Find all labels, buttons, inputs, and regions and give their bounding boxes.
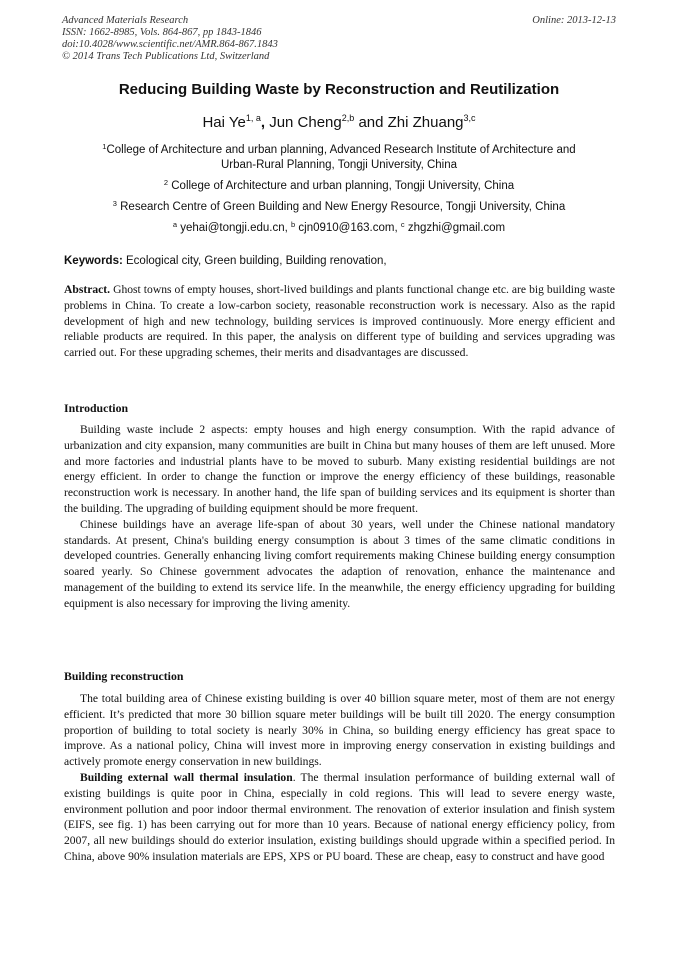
paragraph-text: . The thermal insulation performance of building external wall of existing buildings is quite poor in China, especially in cold regions. This will lead to severe energy waste, environment pollution and poor indoor thermal environment. The renovation of exterior insulation and finish system (EIFS, see fig. 1) has been carrying out for more than 10 years. Because of national energy efficiency policy, from 2007, all new buildings should do exterior insulation, existing buildings should upgrade within a specified period. In China, above 90% insulation materials are EPS, XPS or PU board. These are cheap, easy to construct and have good xyxy=(64,770,615,863)
email-superscript: b xyxy=(291,220,296,229)
doi-line: doi:10.4028/www.scientific.net/AMR.864-867.1843 xyxy=(62,39,278,50)
keywords-label: Keywords: xyxy=(64,255,123,267)
author-name: Jun Cheng xyxy=(269,114,342,131)
author-list xyxy=(40,113,638,131)
email-superscript: c xyxy=(400,220,405,229)
abstract-text: Ghost towns of empty houses, short-lived buildings and plants functional change etc. are big building waste problems in China. To create a low-carbon society, reasonable reconstruction work is necessary. Also as the rapid development of high and new technology, building services is improved continuously. More energy efficient and reliable products are required. In this paper, the analysis on different type of building and services upgrading was carried out. For these upgrading schemes, their merits and disadvantages are discussed. xyxy=(64,283,615,360)
author-name: Zhi Zhuang xyxy=(387,114,464,131)
affiliation-text: Urban-Rural Planning, Tongji University, China xyxy=(220,159,458,171)
abstract xyxy=(64,282,615,361)
abstract-label: Abstract. xyxy=(64,283,111,296)
affiliation-text: College of Architecture and urban planning, Advanced Research Institute of Architecture and xyxy=(106,144,576,156)
author-separator: , xyxy=(260,114,266,131)
affiliation-text: College of Architecture and urban planning, Tongji University, China xyxy=(171,180,515,192)
reconstruction-body xyxy=(64,691,615,865)
paragraph xyxy=(64,770,615,865)
affiliation-superscript: 2 xyxy=(163,178,169,187)
affiliation-superscript: 3 xyxy=(112,199,117,208)
journal-name: Advanced Materials Research xyxy=(62,15,189,26)
keywords-text: Ecological city, Green building, Building renovation, xyxy=(126,255,387,267)
paragraph: The total building area of Chinese existing building is over 40 billion square meter, most of them are not energy efficient. It’s predicted that more 30 billion square meter buildings will be built till 2020. The energy consumption proportion of building to total society is nearly 30% in China, so building energy efficiency has great space to improve. As a national policy, China will invest more in improving energy conservation in existing buildings and actively promote energy conservation in new buildings. xyxy=(64,692,615,769)
email-address: zhgzhi@gmail.com xyxy=(407,222,506,234)
introduction-body xyxy=(64,422,615,612)
affiliation-superscript: 1 xyxy=(102,142,107,151)
email-superscript: a xyxy=(172,220,178,229)
author-conjunction: and xyxy=(358,114,384,131)
author-emails xyxy=(60,217,618,236)
paper-title: Reducing Building Waste by Reconstruction and Reutilization xyxy=(118,81,560,98)
affiliation-2 xyxy=(60,175,618,194)
issn-line: ISSN: 1662-8985, Vols. 864-867, pp 1843-1846 xyxy=(62,27,262,38)
online-date: Online: 2013-12-13 xyxy=(532,15,616,26)
email-address: cjn0910@163.com, xyxy=(298,222,398,234)
email-address: yehai@tongji.edu.cn, xyxy=(180,222,288,234)
abstract-paragraph xyxy=(64,282,615,361)
author-superscript: 1, a xyxy=(245,113,261,123)
copyright-line: © 2014 Trans Tech Publications Ltd, Switzerland xyxy=(62,51,270,62)
affiliation-3 xyxy=(60,196,618,215)
author-superscript: 2,b xyxy=(341,113,355,123)
keywords xyxy=(64,255,616,267)
section-heading-introduction: Introduction xyxy=(64,401,129,415)
paragraph: Chinese buildings have an average life-span of about 30 years, well under the Chinese national mandatory standards. At present, China's building energy consumption is about 3 times of the same climatic conditions in developed countries. Generally enhancing living comfort requirements making Chinese building energy consumption soared yearly. So Chinese government advocates the adaption of renovation, enhance the maintenance and management of the building to extend its service life. In the meanwhile, the energy efficiency upgrading for building equipment is also necessary for improving the living amenity. xyxy=(64,517,615,610)
paragraph: Building waste include 2 aspects: empty houses and high energy consumption. With the rapid advance of urbanization and city expansion, many communities are built in China but many houses of them are left unused. More and more factories and industrial plants have to be moved to suburb. Many existing residential buildings are not energy efficient. In order to change the function or improve the energy efficiency of these buildings, reasonable reconstruction work is necessary. In another hand, the life span of building services and its equipment is shorter than the building. The upgrading of building equipment should be more frequent. xyxy=(64,423,615,515)
journal-header xyxy=(62,15,616,63)
affiliation-1 xyxy=(60,139,618,173)
author-name: Hai Ye xyxy=(202,114,246,131)
affiliation-text: Research Centre of Green Building and New Energy Resource, Tongji University, China xyxy=(120,201,566,213)
paragraph-lead: Building external wall thermal insulation xyxy=(80,770,293,784)
author-superscript: 3,c xyxy=(463,113,476,123)
section-heading-reconstruction: Building reconstruction xyxy=(64,669,184,683)
